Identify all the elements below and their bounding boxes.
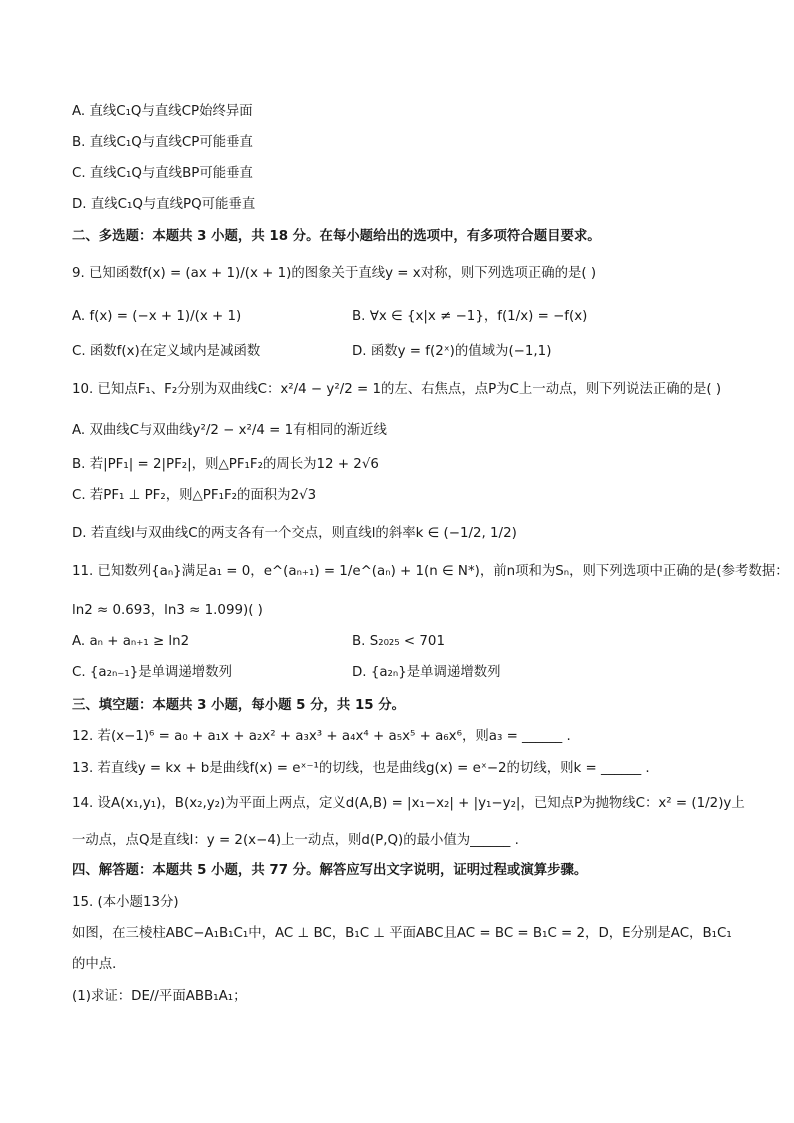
- q11-option-a: A. aₙ + aₙ₊₁ ≥ ln2: [72, 634, 190, 649]
- q13: 13. 若直线y = kx + b是曲线f(x) = eˣ⁻¹的切线，也是曲线g(x) = eˣ−2的切线，则k = ______ .: [72, 761, 650, 776]
- q9-option-b: B. ∀x ∈ {x|x ≠ −1}，f(1/x) = −f(x): [352, 309, 588, 324]
- q14-line1: 14. 设A(x₁,y₁)，B(x₂,y₂)为平面上两点，定义d(A,B) = |x₁−x₂| + |y₁−y₂|，已知点P为抛物线C：x² = (1/2)y上: [72, 796, 745, 811]
- q9-option-d: D. 函数y = f(2ˣ)的值域为(−1,1): [352, 344, 552, 359]
- q12: 12. 若(x−1)⁶ = a₀ + a₁x + a₂x² + a₃x³ + a₄x⁴ + a₅x⁵ + a₆x⁶，则a₃ = ______ .: [72, 729, 571, 744]
- section2-title: 二、多选题：本题共 3 小题，共 18 分。在每小题给出的选项中，有多项符合题目要求。: [72, 229, 601, 244]
- q11-option-c: C. {a₂ₙ₋₁}是单调递增数列: [72, 665, 232, 680]
- q9-option-a: A. f(x) = (−x + 1)/(x + 1): [72, 309, 242, 324]
- q15-part1: (1)求证：DE//平面ABB₁A₁；: [72, 989, 247, 1004]
- q8-option-c: C. 直线C₁Q与直线BP可能垂直: [72, 166, 253, 181]
- q8-option-b: B. 直线C₁Q与直线CP可能垂直: [72, 135, 253, 150]
- q9-stem: 9. 已知函数f(x) = (ax + 1)/(x + 1)的图象关于直线y = x对称，则下列选项正确的是( ): [72, 266, 597, 281]
- q15-line2: 的中点．: [72, 957, 126, 972]
- section4-title: 四、解答题：本题共 5 小题，共 77 分。解答应写出文字说明，证明过程或演算步骤。: [72, 863, 588, 878]
- q11-stem-line1: 11. 已知数列{aₙ}满足a₁ = 0，e^(aₙ₊₁) = 1/e^(aₙ) + 1(n ∈ N*)，前n项和为Sₙ，则下列选项中正确的是(参考数据：: [72, 564, 789, 579]
- q9-option-c: C. 函数f(x)在定义域内是减函数: [72, 344, 261, 359]
- q8-option-a: A. 直线C₁Q与直线CP始终异面: [72, 104, 253, 119]
- q11-option-d: D. {a₂ₙ}是单调递增数列: [352, 665, 501, 680]
- section3-title: 三、填空题：本题共 3 小题，每小题 5 分，共 15 分。: [72, 698, 406, 713]
- q10-option-a: A. 双曲线C与双曲线y²/2 − x²/4 = 1有相同的渐近线: [72, 423, 387, 438]
- q15-line1: 如图，在三棱柱ABC−A₁B₁C₁中，AC ⊥ BC，B₁C ⊥ 平面ABC且AC = BC = B₁C = 2，D，E分别是AC，B₁C₁: [72, 926, 732, 941]
- q10-option-d: D. 若直线l与双曲线C的两支各有一个交点，则直线l的斜率k ∈ (−1/2, 1/2): [72, 526, 517, 541]
- q11-stem-line2: ln2 ≈ 0.693，ln3 ≈ 1.099)( ): [72, 603, 263, 618]
- q11-option-b: B. S₂₀₂₅ < 701: [352, 634, 445, 649]
- q10-option-b: B. 若|PF₁| = 2|PF₂|，则△PF₁F₂的周长为12 + 2√6: [72, 457, 379, 472]
- q8-option-d: D. 直线C₁Q与直线PQ可能垂直: [72, 197, 256, 212]
- q14-line2: 一动点，点Q是直线l：y = 2(x−4)上一动点，则d(P,Q)的最小值为______ .: [72, 833, 519, 848]
- q10-stem: 10. 已知点F₁、F₂分别为双曲线C：x²/4 − y²/2 = 1的左、右焦点，点P为C上一动点，则下列说法正确的是( ): [72, 382, 722, 397]
- q15-header: 15. (本小题13分): [72, 895, 179, 910]
- q10-option-c: C. 若PF₁ ⊥ PF₂，则△PF₁F₂的面积为2√3: [72, 488, 317, 503]
